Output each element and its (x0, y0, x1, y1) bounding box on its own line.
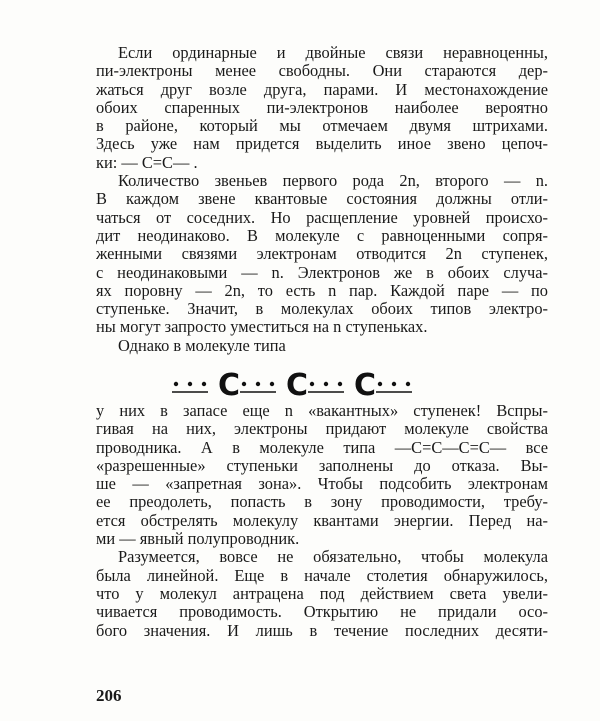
electron-dot (310, 382, 314, 386)
text-line: чаться от соседних. Но расщепление уровней происхо- (96, 208, 548, 227)
electron-dot (338, 382, 342, 386)
text-line: гивая на них, электроны придают молекуле свойства (96, 420, 548, 439)
text-line: обоих спаренных пи-электронов наиболее вероятно (96, 98, 548, 117)
carbon-atom: C (354, 368, 377, 400)
electron-dot (256, 382, 260, 386)
text-line: ее преодолеть, попасть в зону проводимости, требу- (96, 493, 548, 512)
text-line: В каждом звене квантовые состояния должны отли- (96, 190, 548, 209)
text-line: бого значения. И лишь в течение последних десяти- (96, 621, 548, 640)
text-line: женными связями электронам отводится 2n ступенек, (96, 245, 548, 264)
text-line: с неодинаковыми — n. Электронов же в обоих случа- (96, 263, 548, 282)
text-line: пи-электроны менее свободны. Они стараются дер- (96, 62, 548, 81)
text-line: ми — явный полупроводник. (96, 530, 300, 549)
text-line: ется обстрелять молекулу квантами энергии. Перед на- (96, 511, 548, 530)
text-line: была линейной. Еще в начале столетия обнаружилось, (96, 566, 548, 585)
text-line: что у молекул антрацена под действием света увели- (96, 584, 548, 603)
text-line: ше — «запретная зона». Чтобы подсобить электронам (96, 475, 548, 494)
electron-dot (392, 382, 396, 386)
text-line: Если ординарные и двойные связи неравноценны, (118, 44, 548, 62)
electron-dot (406, 382, 410, 386)
text-block-top (96, 44, 548, 355)
text-line: ступеньке. Значит, в молекулах обоих типов электро- (96, 300, 548, 319)
text-line: ях поровну — 2n, то есть n пар. Каждой паре — по (96, 281, 548, 300)
electron-dot (270, 382, 274, 386)
text-line: жаться друг возле друга, парами. И местонахождение (96, 80, 548, 99)
text-line: чивается проводимость. Открытию не придали осо- (96, 603, 548, 622)
text-block-bottom (96, 402, 548, 640)
text-line: ки: — C=C— . (96, 153, 198, 172)
electron-dot (174, 382, 178, 386)
text-line: Разумеется, вовсе не обязательно, чтобы молекула (118, 548, 548, 567)
text-line: ны могут запросто уместиться на n ступеньках. (96, 318, 428, 337)
electron-dot (202, 382, 206, 386)
text-line: у них в запасе еще n «вакантных» ступенек! Вспры- (96, 402, 548, 420)
electron-dot (324, 382, 328, 386)
text-line: Здесь уже нам придется выделить иное звено цепоч- (96, 135, 548, 154)
text-line: Количество звеньев первого рода 2n, второго — n. (118, 172, 548, 191)
text-line: в районе, который мы отмечаем двумя штрихами. (96, 117, 548, 136)
molecule-diagram (170, 366, 430, 400)
text-line: Однако в молекуле типа (118, 336, 286, 355)
carbon-atom: C (218, 368, 241, 400)
carbon-atom: C (286, 368, 309, 400)
electron-dot (242, 382, 246, 386)
text-line: проводника. А в молекуле типа —C=C—C=C— все (96, 438, 548, 457)
electron-dot (378, 382, 382, 386)
page-number: 206 (96, 686, 122, 705)
electron-dot (188, 382, 192, 386)
text-line: дит неодинаково. В молекуле с равноценными сопря- (96, 226, 548, 245)
text-line: «разрешенные» ступеньки заполнены до отказа. Вы- (96, 456, 548, 475)
